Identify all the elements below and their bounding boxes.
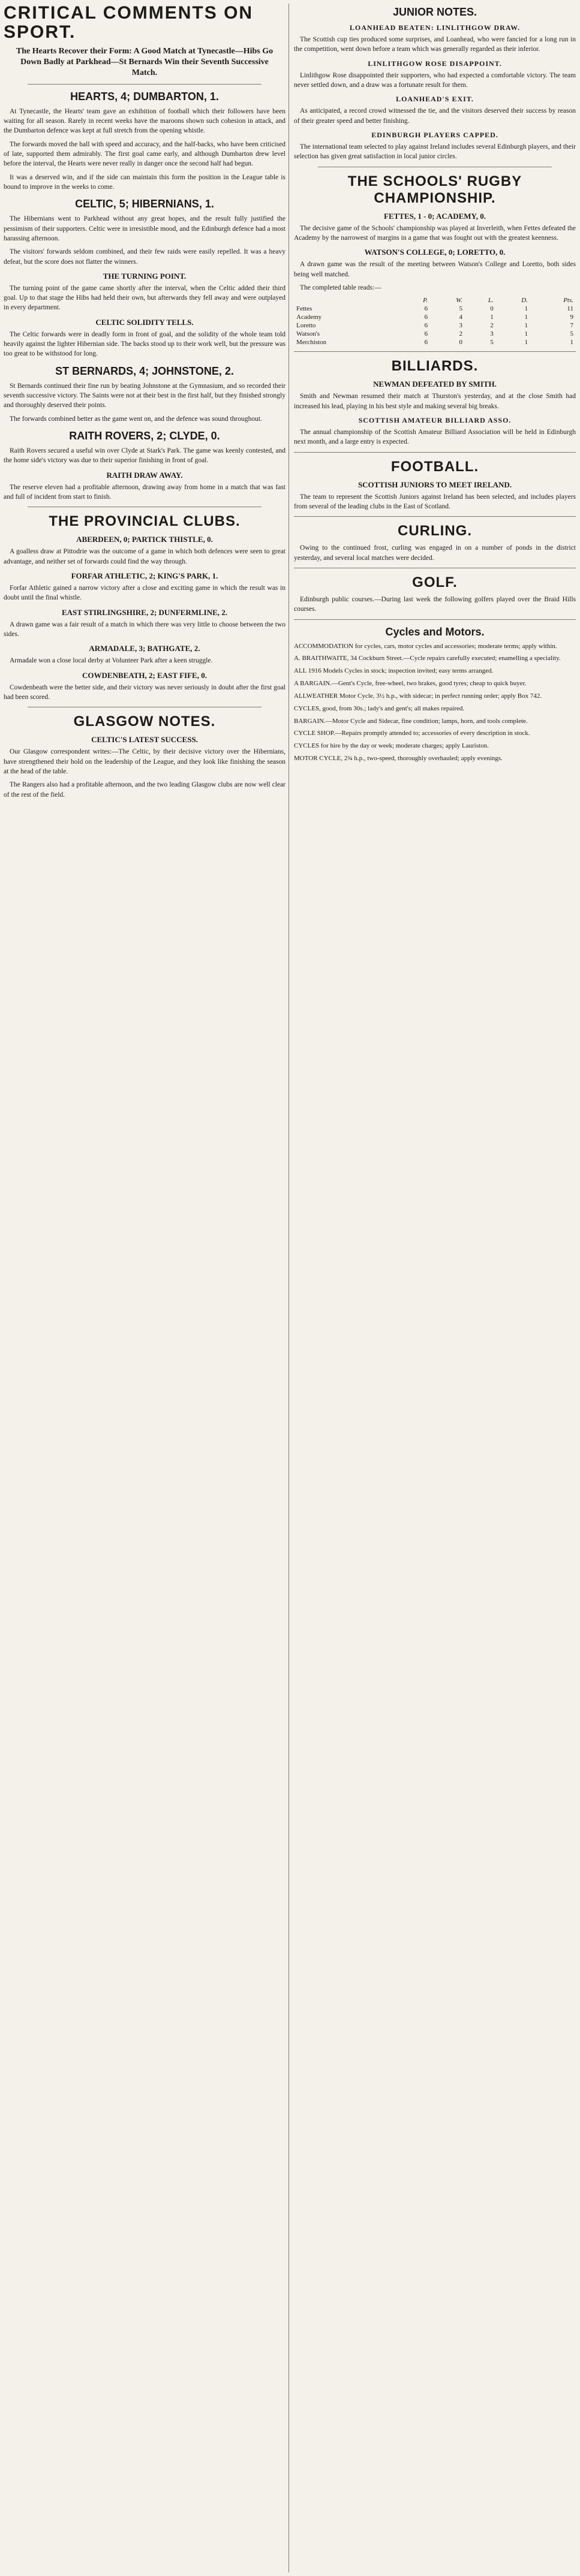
watsons-heading: WATSON'S COLLEGE, 0; LORETTO, 0.: [364, 248, 506, 257]
glasgow-paragraph: Our Glasgow correspondent writes:—The Celtic, by their decisive victory over the Hibernians, have strengthened their hold on the leadership of the League, and they look like finishing the season at the head of the table.: [4, 748, 286, 776]
armadale-paragraph: Armadale won a close local derby at Volunteer Park after a keen struggle.: [10, 657, 213, 665]
hearts-paragraph: At Tynecastle, the Hearts' team gave an exhibition of football which their followers have been waiting for all season. Rarely in recent weeks have the maroons shown such cohesion in attack, and the Dumbarton defence was kept at full stretch from the opening whistle.: [4, 107, 286, 135]
ad-item: BARGAIN.—Motor Cycle and Sidecar, fine condition; lamps, horn, and tools complete.: [294, 717, 528, 725]
hearts-heading: HEARTS, 4; DUMBARTON, 1.: [70, 90, 219, 103]
junior-heading: JUNIOR NOTES.: [392, 6, 477, 18]
table-cell: 1: [524, 339, 528, 347]
divider: [28, 84, 262, 85]
table-row: [294, 313, 576, 321]
right-column: [294, 0, 576, 767]
celtic-heading: CELTIC SOLIDITY TELLS.: [95, 317, 194, 327]
table-row: [294, 305, 576, 313]
table-cell: 6: [424, 314, 428, 321]
raith-draw-paragraph: The reserve eleven had a profitable afternoon, drawing away from home in a match that was fast and full of incident from start to finish.: [4, 483, 286, 501]
stb-paragraph: The forwards combined better as the game went on, and the defence was sound throughout.: [10, 415, 262, 423]
left-column: [4, 0, 286, 803]
ads-heading: Cycles and Motors.: [385, 625, 485, 638]
hibs-paragraph: The Hibernians went to Parkhead without any great hopes, and the result fully justified the pessimism of their supporters. Celtic were in irresistible mood, and the Edinburgh defence had a most harassing afternoon.: [4, 215, 286, 242]
ad-item: A BARGAIN.—Gent's Cycle, free-wheel, two brakes, good tyres; cheap to quick buyer.: [294, 680, 527, 688]
divider: [294, 516, 576, 517]
table-cell: 7: [570, 322, 573, 330]
ad-item: MOTOR CYCLE, 2¾ h.p., two-speed, thoroughly overhauled; apply evenings.: [294, 755, 503, 763]
table-cell: 1: [524, 314, 528, 321]
table-cell: 6: [424, 305, 428, 313]
raith-draw-heading: RAITH DRAW AWAY.: [106, 470, 183, 480]
forfar-heading: FORFAR ATHLETIC, 2; KING'S PARK, 1.: [71, 571, 218, 581]
table-header: D.: [521, 297, 528, 305]
loanhead-paragraph: The Scottish cup ties produced some surprises, and Loanhead, who were fancied for a long run in the competition, went down before a team which was generally regarded as their inferior.: [294, 36, 576, 53]
table-cell: 6: [424, 339, 428, 347]
ad-item: CYCLES for hire by the day or week; moderate charges; apply Lauriston.: [294, 742, 489, 750]
table-row: [294, 330, 576, 338]
table-header: P.: [423, 297, 428, 305]
linlithgow-paragraph: Linlithgow Rose disappointed their supporters, who had expected a comfortable victory. The team never settled down, and a draw was a fortunate result for them.: [294, 71, 576, 89]
celtic-paragraph: The Celtic forwards were in deadly form in front of goal, and the solidity of the whole team told heavily against the lighter Hibernian side. The backs stood up to their work well, but the pressure was too great to be withstood for long.: [4, 330, 286, 358]
east-stirling-heading: EAST STIRLINGSHIRE, 2; DUNFERMLINE, 2.: [61, 607, 228, 617]
ad-item: ALL 1916 Models Cycles in stock; inspection invited; easy terms arranged.: [294, 667, 494, 675]
billiards-heading: BILLIARDS.: [391, 358, 479, 375]
ad-item: ACCOMMODATION for cycles, cars, motor cycles and accessories; moderate terms; apply within.: [294, 642, 557, 650]
edinburgh-players-paragraph: The international team selected to play against Ireland includes several Edinburgh players, and their selection has given great satisfaction in local junior circles.: [294, 143, 576, 161]
ad-item: ALLWEATHER Motor Cycle, 3½ h.p., with sidecar; in perfect running order; apply Box 742.: [294, 692, 542, 700]
table-cell: 2: [490, 322, 494, 330]
glasgow-paragraph: The Rangers also had a profitable afternoon, and the two leading Glasgow clubs are now well clear of the rest of the field.: [4, 781, 286, 799]
aberdeen-paragraph: A goalless draw at Pittodrie was the outcome of a game in which both defences were seen to great advantage, and neither set of forwards could find the way through.: [4, 548, 286, 565]
linlithgow-heading: LINLITHGOW ROSE DISAPPOINT.: [368, 59, 502, 68]
schools-heading: THE SCHOOLS' RUGBY CHAMPIONSHIP.: [347, 173, 522, 206]
fettes-paragraph: The decisive game of the Schools' championship was played at Inverleith, when Fettes defeated the Academy by the narrowest of margins in a game that was fought out with the greatest keenness.: [294, 224, 576, 242]
scottish-amateur-paragraph: The annual championship of the Scottish Amateur Billiard Association will be held in Edinburgh next month, and a large entry is expected.: [294, 428, 576, 446]
table-row: [294, 321, 576, 330]
table-cell: Loretto: [296, 322, 316, 330]
ad-item: CYCLES, good, from 30s.; lady's and gent's; all makes repaired.: [294, 704, 465, 712]
ad-item: CYCLE SHOP.—Repairs promptly attended to; accessories of every description in stock.: [294, 730, 530, 737]
stb-heading: ST BERNARDS, 4; JOHNSTONE, 2.: [55, 364, 234, 377]
table-header: W.: [456, 297, 463, 305]
provincial-heading: THE PROVINCIAL CLUBS.: [49, 513, 241, 530]
masthead: CRITICAL COMMENTS ON SPORT.: [4, 3, 254, 42]
ad-item: A. BRAITHWAITE, 34 Cockburn Street.—Cycle repairs carefully executed; enamelling a speciality.: [294, 655, 561, 662]
loanhead-exit-paragraph: As anticipated, a record crowd witnessed the tie, and the visitors deserved their success by reason of their greater speed and better finishing.: [294, 107, 576, 125]
table-cell: Fettes: [296, 305, 312, 313]
table-intro: The completed table reads:—: [300, 284, 381, 291]
table-cell: 5: [459, 305, 463, 313]
table-header-row: [294, 296, 576, 305]
glasgow-subheading: CELTIC'S LATEST SUCCESS.: [91, 735, 198, 745]
classified-ads: [294, 626, 576, 763]
curling-paragraph: Owing to the continued frost, curling was engaged in on a number of ponds in the district yesterday, and several local matches were decided.: [294, 544, 576, 562]
divider: [294, 351, 576, 352]
table-cell: 6: [424, 322, 428, 330]
hibs-paragraph: The visitors' forwards seldom combined, and their few raids were easily repelled. It was a heavy defeat, but the score does not flatter the winners.: [4, 248, 286, 266]
football-subheading: SCOTTISH JUNIORS TO MEET IRELAND.: [357, 480, 512, 489]
raith-paragraph: Raith Rovers secured a useful win over Clyde at Stark's Park. The game was keenly contested, and the home side's victory was due to their superior finishing in front of goal.: [4, 447, 286, 465]
table-cell: 3: [459, 322, 463, 330]
table-cell: 1: [524, 305, 528, 313]
fettes-heading: FETTES, 1 - 0; ACADEMY, 0.: [384, 211, 486, 221]
table-header: Pts.: [563, 297, 573, 305]
golf-heading: GOLF.: [412, 574, 458, 590]
turning-point-heading: THE TURNING POINT.: [103, 271, 187, 281]
table-header: L.: [488, 297, 494, 305]
table-cell: 1: [490, 314, 494, 321]
schools-table: [294, 296, 576, 347]
table-cell: 5: [570, 330, 573, 338]
table-cell: 6: [424, 330, 428, 338]
glasgow-heading: GLASGOW NOTES.: [73, 713, 216, 730]
stb-paragraph: St Bernards continued their fine run by beating Johnstone at the Gymnasium, and so recorded their seventh successive victory. The Saints were not at their best in the first half, but they finished strongly and thoroughly deserved their points.: [4, 382, 286, 409]
deck: The Hearts Recover their Form: A Good Match at Tynecastle—Hibs Go Down Badly at Parkhead—St Bernards Win their Seventh Successive Match.: [16, 47, 274, 78]
armadale-heading: ARMADALE, 3; BATHGATE, 2.: [89, 644, 200, 653]
table-row: [294, 338, 576, 347]
table-cell: 2: [459, 330, 463, 338]
table-header: [294, 296, 401, 305]
table-cell: 1: [570, 339, 573, 347]
table-cell: Merchiston: [296, 339, 327, 347]
aberdeen-heading: ABERDEEN, 0; PARTICK THISTLE, 0.: [76, 535, 213, 544]
divider: [294, 452, 576, 453]
table-cell: 9: [570, 314, 573, 321]
football-paragraph: The team to represent the Scottish Juniors against Ireland has been selected, and includes players from several of the leading clubs in the East of Scotland.: [294, 493, 576, 510]
watsons-paragraph: A drawn game was the result of the meeting between Watson's College and Loretto, both sides being well matched.: [294, 261, 576, 278]
billiards-paragraph: Smith and Newman resumed their match at Thurston's yesterday, and at the close Smith had increased his lead, playing in his best style and making several big breaks.: [294, 393, 576, 410]
scottish-amateur-heading: SCOTTISH AMATEUR BILLIARD ASSO.: [358, 415, 512, 424]
billiards-subheading: NEWMAN DEFEATED BY SMITH.: [373, 379, 497, 389]
table-cell: Watson's: [296, 330, 320, 338]
turning-point-paragraph: The turning point of the game came shortly after the interval, when the Celtic added their third goal. Up to that stage the Hibs had held their own, but afterwards they fell away and were outplayed in every department.: [4, 284, 286, 312]
edinburgh-players-heading: EDINBURGH PLAYERS CAPPED.: [371, 130, 498, 139]
loanhead-exit-heading: LOANHEAD'S EXIT.: [396, 95, 474, 104]
hearts-paragraph: The forwards moved the ball with speed and accuracy, and the half-backs, who have been criticised of late, supported them admirably. The first goal came early, and although Dumbarton drew level before the interval, the Hearts were never really in danger once the second half had begun.: [4, 140, 286, 168]
hearts-paragraph: It was a deserved win, and if the side can maintain this form the position in the League table is bound to improve in the weeks to come.: [4, 173, 286, 191]
cowdenbeath-paragraph: Cowdenbeath were the better side, and their victory was never seriously in doubt after the first goal had been scored.: [4, 683, 286, 701]
table-cell: 3: [490, 330, 494, 338]
table-cell: 0: [459, 339, 463, 347]
table-cell: 1: [524, 330, 528, 338]
table-cell: 11: [567, 305, 573, 313]
table-cell: 4: [459, 314, 463, 321]
raith-heading: RAITH ROVERS, 2; CLYDE, 0.: [69, 430, 220, 442]
divider: [294, 619, 576, 620]
football-heading: FOOTBALL.: [390, 458, 479, 475]
hibs-heading: CELTIC, 5; HIBERNIANS, 1.: [75, 198, 214, 210]
table-cell: 0: [490, 305, 494, 313]
cowdenbeath-heading: COWDENBEATH, 2; EAST FIFE, 0.: [82, 670, 207, 680]
east-stirling-paragraph: A drawn game was a fair result of a match in which there was very little to choose between the two sides.: [4, 620, 286, 638]
table-cell: Academy: [296, 314, 322, 321]
table-cell: 5: [490, 339, 494, 347]
golf-paragraph: Edinburgh public courses.—During last week the following golfers played over the Braid Hills courses.: [294, 595, 576, 613]
table-cell: 1: [524, 322, 528, 330]
forfar-paragraph: Forfar Athletic gained a narrow victory after a close and exciting game in which the result was in doubt until the final whistle.: [4, 585, 286, 602]
loanhead-heading: LOANHEAD BEATEN: LINLITHGOW DRAW.: [349, 23, 521, 32]
curling-heading: CURLING.: [398, 523, 472, 540]
